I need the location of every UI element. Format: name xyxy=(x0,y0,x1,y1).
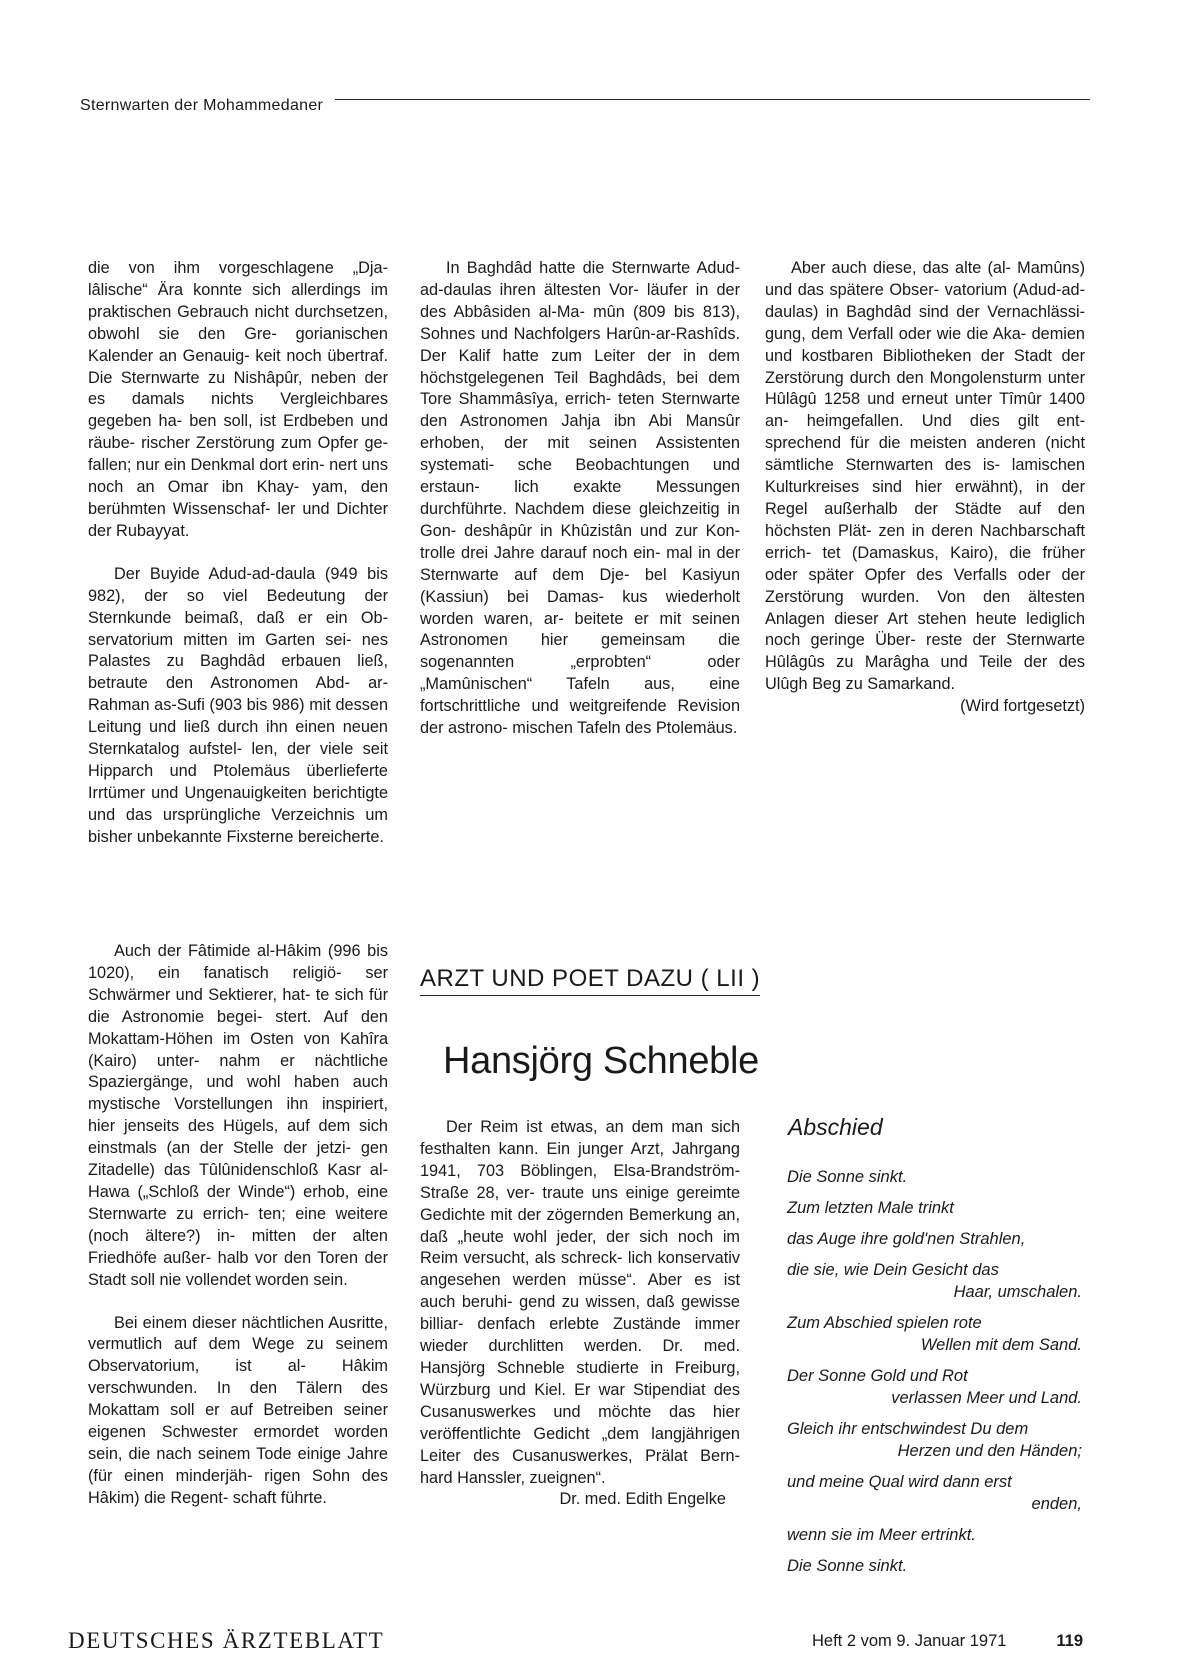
page-number: 119 xyxy=(1056,1632,1083,1650)
poem-stanza xyxy=(787,1166,1082,1188)
poem-line: Die Sonne sinkt. xyxy=(787,1557,908,1575)
article-column-1-lower xyxy=(88,941,388,1510)
poem-title: Abschied xyxy=(788,1114,883,1140)
poem-stanza xyxy=(787,1259,1082,1303)
poem-line: Gleich ihr entschwindest Du dem xyxy=(787,1420,1029,1438)
poem-line: Die Sonne sinkt. xyxy=(787,1168,908,1186)
journal-name: DEUTSCHES ÄRZTEBLATT xyxy=(68,1628,385,1653)
poem-line: und meine Qual wird dann erst xyxy=(787,1473,1012,1491)
article-column-1 xyxy=(88,258,388,849)
poem-stanza xyxy=(787,1365,1082,1409)
poem-line: wenn sie im Meer ertrinkt. xyxy=(787,1526,976,1544)
paragraph: Auch der Fâtimide al-Hâkim (996 bis 1020), ein fanatisch religiö- ser Schwärmer und Sektierer, hat- te sich für die Astronomie begei- stert. Auf den Mokattam-Höhen im Osten von Kahîra (Kairo) unter- nahm er nächtliche Spaziergänge, und wohl haben auch mystische Vorstellungen ihn inspiriert, hier jenseits des Hügels, auf dem sich einstmals (an der Stelle der jetzi- gen Zitadelle) das Tûlûnidenschloß Kasr al-Hawa („Schloß der Winde“) erhob, eine Sternwarte zu errich- ten; eine weitere (noch ältere?) in- mitten der alten Friedhöfe außer- halb vor den Toren der Stadt soll nie vollendet worden sein. xyxy=(88,942,388,1289)
poem-stanza xyxy=(787,1197,1082,1219)
poem-stanza xyxy=(787,1228,1082,1250)
feature-signature: Dr. med. Edith Engelke xyxy=(559,1490,726,1509)
poem-stanza xyxy=(787,1312,1082,1356)
poem-line: Wellen mit dem Sand. xyxy=(920,1336,1082,1354)
poem-line: Zum letzten Male trinkt xyxy=(787,1199,954,1217)
poem-line: Herzen und den Händen; xyxy=(897,1442,1082,1460)
article-column-2 xyxy=(420,258,740,740)
poem-line: das Auge ihre gold'nen Strahlen, xyxy=(787,1230,1026,1248)
poem-line: die sie, wie Dein Gesicht das xyxy=(787,1261,999,1279)
feature-intro: Der Reim ist etwas, an dem man sich festhalten kann. Ein junger Arzt, Jahrgang 1941, 703 Böblingen, Elsa-Brandström-Straße 28, ver- traute uns einige gereimte Gedichte mit der zögernden Bemerkung an, daß „heute wohl jeder, der sich noch im Reim versucht, als schreck- lich konservativ angesehen werden müsse“. Aber es ist auch beruhi- gend zu wissen, daß gewisse billiar- denfach erlebte Zustände immer wieder durchlitten werden. Dr. med. Hansjörg Schneble studierte in Freiburg, Würzburg und Kiel. Er war Stipendiat des Cusanuswerkes und möchte das hier veröffentlichte Gedicht „dem langjährigen Leiter des Cusanuswerkes, Prälat Bern- hard Hanssler, zueignen“. xyxy=(420,1118,740,1487)
poem-stanza xyxy=(787,1524,1082,1546)
poem-stanza xyxy=(787,1555,1082,1577)
header-rule xyxy=(335,99,1090,100)
paragraph: Der Buyide Adud-ad-daula (949 bis 982), der so viel Bedeutung der Sternkunde beimaß, daß er ein Ob- servatorium mitten im Garten sei- nes Palastes zu Baghdâd erbauen ließ, betraute den Astronomen Abd- ar-Rahman as-Sufi (903 bis 986) mit dessen Leitung und ließ durch ihn einen neuen Sternkatalog aufstel- len, der viele seit Hipparch und Ptolemäus überlieferte Irrtümer und Ungenauigkeiten berichtigte und das ursprüngliche Verzeichnis um bisher unbekannte Fixsterne bereicherte. xyxy=(88,564,388,846)
issue-info: Heft 2 vom 9. Januar 1971 xyxy=(812,1632,1007,1650)
article-column-3 xyxy=(765,258,1085,718)
paragraph: In Baghdâd hatte die Sternwarte Adud-ad-daulas ihren ältesten Vor- läufer in der des Abbâsiden al-Ma- mûn (809 bis 813), Sohnes und Nachfolgers Harûn-ar-Rashîds. Der Kalif hatte zum Leiter der in dem höchstgelegenen Teil Baghdâds, bei dem Tore Shammâsîya, errich- teten Sternwarte den Astronomen Jahja ibn Abi Mansûr erhoben, der mit seinen Assistenten systemati- sche Beobachtungen und erstaun- lich exakte Messungen durchführte. Nachdem diese gleichzeitig in Gon- deshâpûr in Khûzistân und zur Kon- trolle drei Jahre darauf noch ein- mal in der Sternwarte auf dem Dje- bel Kasiyun (Kassiun) bei Damas- kus wiederholt worden waren, ar- beitete er mit seinen Astronomen hier gemeinsam die sogenannten „erprobten“ oder „Mamûnischen“ Tafeln aus, eine fortschrittliche und weitgreifende Revision der astrono- mischen Tafeln des Ptolemäus. xyxy=(420,259,740,738)
feature-rubric: ARZT UND POET DAZU ( LII ) xyxy=(420,965,760,996)
running-head xyxy=(80,97,1090,121)
author-heading: Hansjörg Schneble xyxy=(443,1040,759,1082)
paragraph: Aber auch diese, das alte (al- Mamûns) und das spätere Obser- vatorium (Adud-ad-daulas) in Baghdâd sind der Vernachlässi- gung, dem Verfall oder wie die Aka- demien und kostbaren Bibliotheken der Stadt der Zerstörung durch den Mongolensturm unter Hûlâgû 1258 und erneut unter Tîmûr 1400 an- heimgefallen. Und dies gilt ent- sprechend für die meisten anderen (nicht sämtliche Sternwarten des is- lamischen Kulturkreises sind hier erwähnt), in der Regel außerhalb der Städte auf den höchsten Plät- zen in deren Nachbarschaft errich- tet (Damaskus, Kairo), die früher oder später Opfer des Verfalls oder der Zerstörung wurden. Von den ältesten Anlagen dieser Art stehen heute lediglich noch geringe Über- reste der Sternwarte Hûlâgûs zu Marâgha und Teile der des Ulûgh Beg zu Samarkand. xyxy=(765,259,1085,694)
poem-line: Zum Abschied spielen rote xyxy=(787,1314,982,1332)
poem-line: Der Sonne Gold und Rot xyxy=(787,1367,968,1385)
running-title: Sternwarten der Mohammedaner xyxy=(80,97,324,114)
paragraph: die von ihm vorgeschlagene „Dja- lâlische“ Ära konnte sich allerdings im praktischen Gebrauch nicht durchsetzen, obwohl sie den Gre- gorianischen Kalender an Genauig- keit noch übertraf. Die Sternwarte zu Nishâpûr, neben der es damals nichts Vergleichbares gegeben ha- ben soll, ist Erdbeben und räube- rischer Zerstörung zum Opfer ge- fallen; nur ein Denkmal dort erin- nert uns noch an Omar ibn Khay- yam, den berühmten Wissenschaf- ler und Dichter der Rubayyat. xyxy=(88,259,388,540)
page-footer xyxy=(68,1628,1083,1658)
paragraph: Bei einem dieser nächtlichen Ausritte, vermutlich auf dem Wege zu seinem Observatorium, ist al- Hâkim verschwunden. In den Tälern des Mokattam soll er auf Betreiben seiner eigenen Schwester ermordet worden sein, die nach seinem Tode einige Jahre (für einen minderjäh- rigen Sohn des Hâkim) die Regent- schaft führte. xyxy=(88,1313,388,1507)
poem-stanza xyxy=(787,1418,1082,1462)
poem xyxy=(787,1166,1082,1586)
continued-note: (Wird fortgesetzt) xyxy=(960,697,1085,716)
poem-line: verlassen Meer und Land. xyxy=(891,1389,1082,1407)
poem-line: enden, xyxy=(1031,1495,1082,1513)
poem-stanza xyxy=(787,1471,1082,1515)
poem-line: Haar, umschalen. xyxy=(953,1283,1082,1301)
feature-intro-column xyxy=(420,1117,740,1511)
